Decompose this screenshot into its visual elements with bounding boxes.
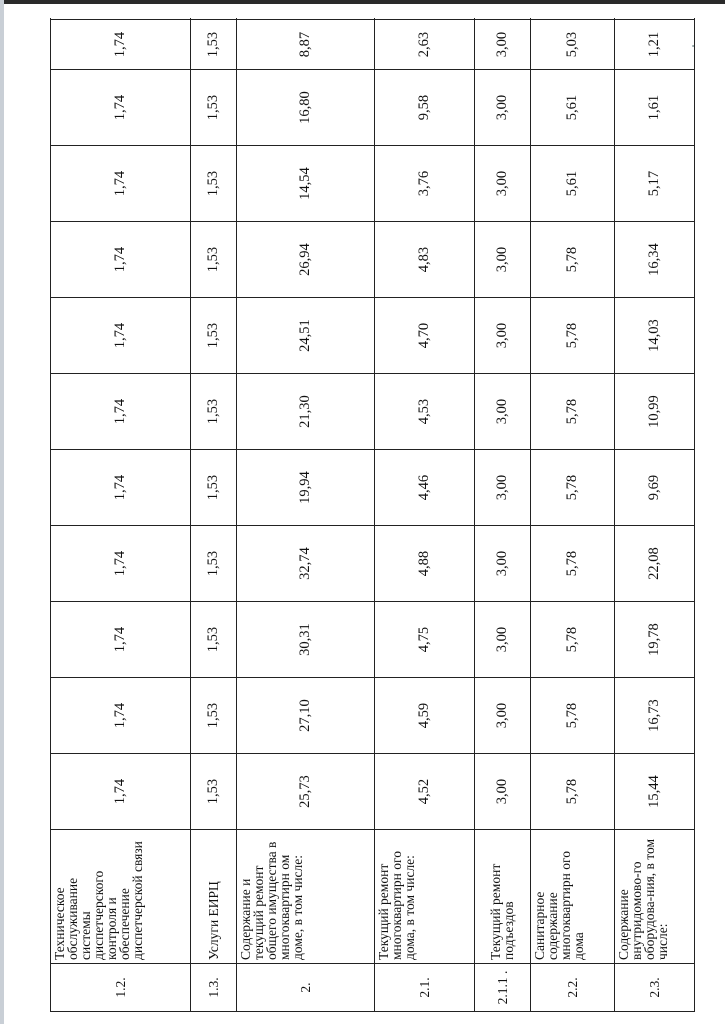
row-number: 1.3.: [191, 964, 236, 1012]
row-value-cell: 1,74: [51, 526, 191, 602]
row-number: 2.3.: [614, 964, 694, 1012]
table-row: [236, 20, 374, 1012]
row-value-cell: 5,78: [531, 374, 615, 450]
row-value-cell: 4,88: [374, 526, 474, 602]
row-value-cell: 5,61: [531, 70, 615, 146]
rotated-table-wrapper: [50, 20, 695, 1012]
table-row: [531, 20, 615, 1012]
row-value-cell: 21,30: [236, 374, 374, 450]
row-value-cell: 9,58: [374, 70, 474, 146]
row-value-cell: 1,53: [191, 450, 236, 526]
row-value-cell: 4,70: [374, 298, 474, 374]
row-value-cell: 8,87: [236, 20, 374, 70]
row-service-name: Содержание внутридомово-го оборудова-ния, в том числе:: [614, 830, 694, 964]
table-row: [374, 20, 474, 1012]
row-value-cell: 15,44: [614, 754, 694, 830]
row-value-cell: 5,78: [531, 298, 615, 374]
row-value-cell: 5,17: [614, 146, 694, 222]
row-value-cell: 3,00: [474, 298, 531, 374]
row-value-cell: 9,69: [614, 450, 694, 526]
row-value-cell: 1,61: [614, 70, 694, 146]
scan-top-edge: [0, 0, 725, 4]
row-value-cell: 24,51: [236, 298, 374, 374]
row-service-name: Содержание и текущий ремонт общего имущества в многоквартирн ом доме, в том числе:: [236, 830, 374, 964]
row-value-cell: 32,74: [236, 526, 374, 602]
row-value-cell: 4,75: [374, 602, 474, 678]
row-value-cell: 1,74: [51, 70, 191, 146]
row-value-cell: 4,46: [374, 450, 474, 526]
row-number: 2.1.: [374, 964, 474, 1012]
row-value-cell: 3,00: [474, 678, 531, 754]
row-value-cell: 1,74: [51, 754, 191, 830]
row-value-cell: 5,78: [531, 754, 615, 830]
row-value-cell: 19,94: [236, 450, 374, 526]
row-value-cell: 1,53: [191, 20, 236, 70]
row-value-cell: 5,78: [531, 450, 615, 526]
row-value-cell: 4,83: [374, 222, 474, 298]
row-value-cell: 5,78: [531, 526, 615, 602]
row-value-cell: 25,73: [236, 754, 374, 830]
row-value-cell: 2,63: [374, 20, 474, 70]
row-service-name: Санитарное содержание многоквартирн ого дома: [531, 830, 615, 964]
table-row: [614, 20, 694, 1012]
row-value-cell: 3,00: [474, 146, 531, 222]
row-value-cell: 1,53: [191, 146, 236, 222]
row-value-cell: 3,00: [474, 222, 531, 298]
row-value-cell: 10,99: [614, 374, 694, 450]
row-value-cell: 3,00: [474, 20, 531, 70]
row-value-cell: 16,73: [614, 678, 694, 754]
row-value-cell: 3,00: [474, 450, 531, 526]
row-value-cell: 3,76: [374, 146, 474, 222]
row-number: 2.: [236, 964, 374, 1012]
row-value-cell: 5,61: [531, 146, 615, 222]
row-value-cell: 1,74: [51, 298, 191, 374]
row-value-cell: 3,00: [474, 374, 531, 450]
row-value-cell: 16,34: [614, 222, 694, 298]
row-value-cell: 1,74: [51, 20, 191, 70]
row-value-cell: 1,74: [51, 146, 191, 222]
row-number: 2.2.: [531, 964, 615, 1012]
row-value-cell: 1,53: [191, 602, 236, 678]
row-value-cell: 5,78: [531, 222, 615, 298]
row-service-name: Услуги ЕИРЦ: [191, 830, 236, 964]
row-value-cell: 1,74: [51, 450, 191, 526]
table-row: [191, 20, 236, 1012]
row-value-cell: 1,74: [51, 602, 191, 678]
table-row: [474, 20, 531, 1012]
row-value-cell: 14,03: [614, 298, 694, 374]
row-value-cell: 1,53: [191, 70, 236, 146]
row-service-name: Техническое обслуживание системы диспетчерского контроля и обеспечение диспетчерской связи: [51, 830, 191, 964]
row-value-cell: 3,00: [474, 602, 531, 678]
row-value-cell: 1,74: [51, 222, 191, 298]
row-value-cell: 4,52: [374, 754, 474, 830]
row-value-cell: 5,03: [531, 20, 615, 70]
row-number: 2.1.1 .: [474, 964, 531, 1012]
row-value-cell: 26,94: [236, 222, 374, 298]
row-value-cell: 4,59: [374, 678, 474, 754]
row-number: 1.2.: [51, 964, 191, 1012]
row-value-cell: 16,80: [236, 70, 374, 146]
row-value-cell: 14,54: [236, 146, 374, 222]
row-value-cell: 1,53: [191, 526, 236, 602]
row-value-cell: 1,21: [614, 20, 694, 70]
row-value-cell: 5,78: [531, 678, 615, 754]
tariff-table: [50, 19, 695, 1012]
row-value-cell: 22,08: [614, 526, 694, 602]
row-value-cell: 3,00: [474, 526, 531, 602]
row-value-cell: 4,53: [374, 374, 474, 450]
table-row: [51, 20, 191, 1012]
table-body: [51, 20, 695, 1012]
row-service-name: Текущий ремонт многоквартирн ого дома, в том числе:: [374, 830, 474, 964]
row-value-cell: 3,00: [474, 754, 531, 830]
row-value-cell: 1,74: [51, 374, 191, 450]
row-value-cell: 19,78: [614, 602, 694, 678]
row-value-cell: 3,00: [474, 70, 531, 146]
row-value-cell: 1,53: [191, 754, 236, 830]
row-value-cell: 27,10: [236, 678, 374, 754]
row-value-cell: 1,53: [191, 222, 236, 298]
row-value-cell: 1,53: [191, 678, 236, 754]
row-value-cell: 30,31: [236, 602, 374, 678]
row-value-cell: 1,53: [191, 374, 236, 450]
row-service-name: Текущий ремонт подъездов: [474, 830, 531, 964]
row-value-cell: 1,53: [191, 298, 236, 374]
scan-left-edge: [0, 0, 4, 1024]
row-value-cell: 1,74: [51, 678, 191, 754]
row-value-cell: 5,78: [531, 602, 615, 678]
